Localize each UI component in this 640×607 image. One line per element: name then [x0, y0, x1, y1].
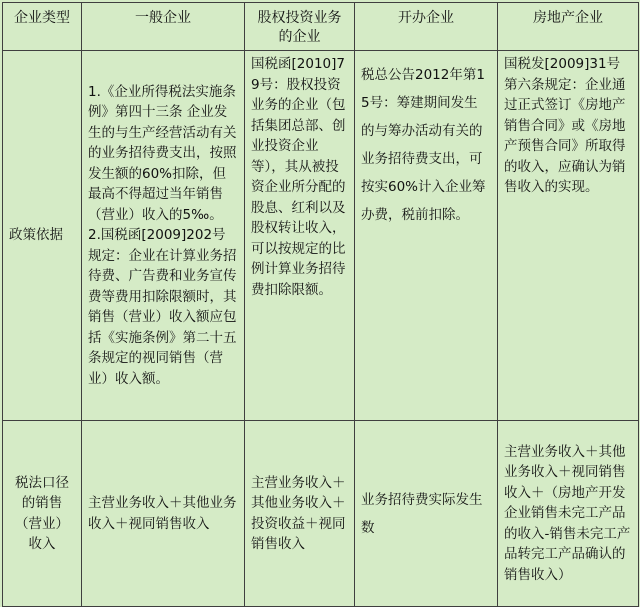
policy-realestate-cell: 国税发[2009]31号第六条规定：企业通过正式签订《房地产销售合同》或《房地产预售合同》所取得的收入，应确认为销售收入的实现。 — [498, 51, 639, 421]
header-real-estate-enterprise: 房地产企业 — [498, 3, 639, 51]
header-equity-investment-enterprise: 股权投资业务的企业 — [245, 3, 355, 51]
header-enterprise-type: 企业类型 — [3, 3, 82, 51]
header-row — [3, 3, 639, 51]
header-general-enterprise: 一般企业 — [82, 3, 245, 51]
header-startup-enterprise: 开办企业 — [355, 3, 498, 51]
policy-equity-cell: 国税函[2010]79号：股权投资业务的企业（包括集团总部、创业投资企业等），其从被投资企业所分配的股息、红利以及股权转让收入，可以按规定的比例计算业务招待费扣除限额。 — [245, 51, 355, 421]
policy-general-para-2: 2.国税函[2009]202号规定：企业在计算业务招待费、广告费和业务宣传费等费用扣除限额时，其销售（营业）收入额应包括《实施条例》第二十五条规定的视同销售（营业）收入额。 — [88, 227, 237, 387]
revenue-general-cell: 主营业务收入＋其他业务收入＋视同销售收入 — [82, 421, 245, 607]
sales-revenue-label: 税法口径的销售（营业）收入 — [3, 421, 82, 607]
sales-revenue-row — [3, 421, 639, 607]
revenue-realestate-cell: 主营业务收入＋其他业务收入＋视同销售收入＋（房地产开发企业销售未完工产品的收入-销售未完工产品转完工产品确认的销售收入） — [498, 421, 639, 607]
policy-startup-cell: 税总公告2012年第15号：筹建期间发生的与筹办活动有关的业务招待费支出，可按实60%计入企业筹办费，税前扣除。 — [355, 51, 498, 421]
policy-general-cell — [82, 51, 245, 421]
revenue-equity-cell: 主营业务收入＋其他业务收入＋投资收益＋视同销售收入 — [245, 421, 355, 607]
policy-basis-label: 政策依据 — [3, 51, 82, 421]
revenue-startup-cell: 业务招待费实际发生数 — [355, 421, 498, 607]
policy-basis-row — [3, 51, 639, 421]
policy-general-para-1: 1.《企业所得税法实施条例》第四十三条 企业发生的与生产经营活动有关的业务招待费支出，按照发生额的60%扣除，但最高不得超过当年销售（营业）收入的5‰。 — [88, 83, 237, 223]
tax-comparison-table — [2, 2, 639, 607]
